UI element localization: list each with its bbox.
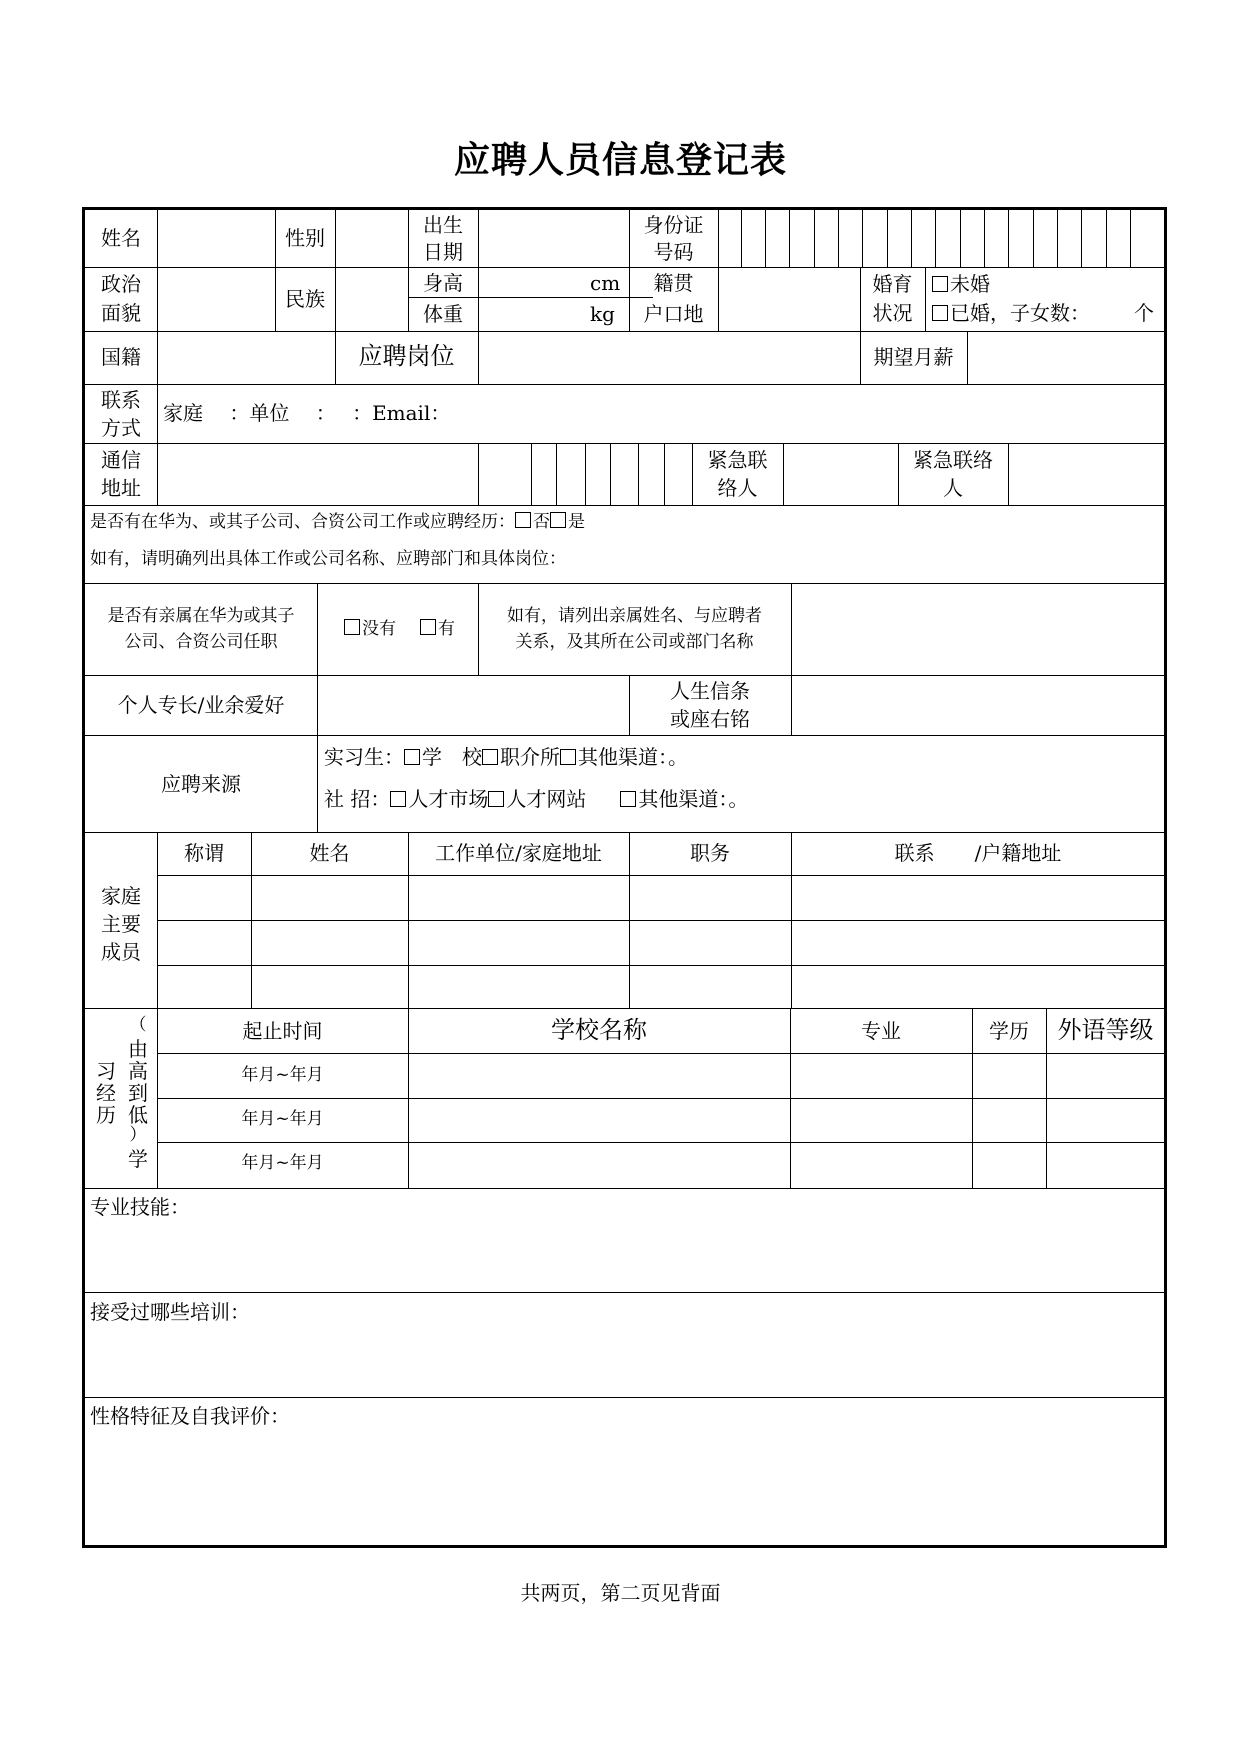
salary-label: 期望月薪 (873, 345, 954, 369)
edu-period-1: 年月~年月 (241, 1065, 324, 1085)
name-label: 姓名 (101, 226, 141, 250)
page-footer: 共两页，第二页见背面 (520, 1581, 721, 1605)
training-label: 接受过哪些培训： (90, 1300, 250, 1324)
birth-label-1: 出生 (423, 213, 463, 237)
motto-label-2: 或座右铭 (670, 707, 750, 731)
children-unit: 个 (1134, 301, 1154, 325)
edu-label-l3: 历 (96, 1103, 116, 1127)
edu-header-period: 起止时间 (242, 1019, 323, 1043)
edu-header-school: 学校名称 (551, 1016, 647, 1044)
family-header-work: 工作单位/家庭地址 (435, 841, 602, 865)
intern-source-row: 实习生： 学 校 职介所 其他渠道：。 (324, 745, 688, 769)
social-other-checkbox[interactable] (620, 791, 636, 807)
family-header-contact: 联系 /户籍地址 (894, 841, 1062, 865)
huawei-yes-checkbox[interactable] (550, 512, 566, 528)
edu-label-r2: 由 (128, 1037, 148, 1061)
intern-other-checkbox[interactable] (560, 749, 576, 765)
relatives-yes-checkbox[interactable] (420, 619, 436, 635)
edu-label-l1: 习 (96, 1059, 116, 1083)
edu-label-l2: 经 (96, 1081, 116, 1105)
family-label-1: 家庭 (101, 884, 141, 908)
edu-header-degree: 学历 (989, 1019, 1029, 1043)
id-label-1: 身份证 (643, 213, 704, 237)
weight-label: 体重 (423, 302, 463, 326)
emergency-contact-label-1: 紧急联 (707, 448, 768, 472)
weight-unit: kg (590, 302, 615, 326)
emergency-contact2-label-1: 紧急联络 (913, 448, 993, 472)
contact-label-1: 联系 (101, 388, 141, 412)
edu-label-r4: 到 (128, 1081, 148, 1105)
position-label: 应聘岗位 (358, 342, 455, 370)
motto-label-1: 人生信条 (670, 679, 750, 703)
page-title: 应聘人员信息登记表 (453, 139, 787, 181)
family-label-2: 主要 (101, 912, 141, 936)
family-header-title: 职务 (690, 841, 730, 865)
married-option[interactable]: 已婚，子女数： (932, 299, 1090, 327)
married-checkbox[interactable] (932, 305, 948, 321)
agency-checkbox[interactable] (482, 749, 498, 765)
birth-label-2: 日期 (423, 240, 463, 264)
relatives-no-checkbox[interactable] (344, 619, 360, 635)
edu-label-r7: 学 (128, 1147, 148, 1171)
huawei-no-checkbox[interactable] (515, 512, 531, 528)
marital-label-1: 婚育 (872, 272, 913, 296)
edu-period-3: 年月~年月 (241, 1153, 324, 1173)
huawei-experience-detail: 如有，请明确列出具体工作或公司名称、应聘部门和具体岗位： (90, 549, 566, 569)
edu-label-r1: （ (129, 1015, 147, 1035)
marital-label-2: 状况 (872, 301, 913, 325)
contact-fields: 家庭 ：单位 ： ：Email： (163, 401, 451, 425)
social-source-row: 社 招： 人才市场 人才网站 其他渠道：。 (324, 787, 749, 811)
hukou-label: 户口地 (643, 302, 704, 326)
edu-label-r5: 低 (128, 1103, 148, 1127)
emergency-contact-label-2: 络人 (717, 476, 758, 500)
height-unit: cm (590, 271, 621, 295)
id-label-2: 号码 (653, 240, 694, 264)
talent-market-checkbox[interactable] (390, 791, 406, 807)
hobby-label: 个人专长/业余爱好 (117, 693, 285, 717)
source-label: 应聘来源 (161, 772, 241, 796)
huawei-experience-question: 是否有在华为、或其子公司、合资公司工作或应聘经历： 否 是 (90, 512, 585, 532)
address-label-1: 通信 (101, 448, 141, 472)
relatives-yes-option[interactable]: 有 (420, 617, 455, 642)
height-label: 身高 (423, 271, 463, 295)
political-label-1: 政治 (101, 272, 141, 296)
skills-label: 专业技能： (90, 1195, 190, 1219)
relatives-question-2: 公司、合资公司任职 (124, 632, 278, 652)
address-label-2: 地址 (101, 476, 141, 500)
relatives-detail-2: 关系，及其所在公司或部门名称 (515, 632, 754, 652)
emergency-contact2-label-2: 人 (943, 476, 963, 500)
relatives-question-1: 是否有亲属在华为或其子 (107, 606, 295, 626)
gender-label: 性别 (285, 226, 325, 250)
talent-website-checkbox[interactable] (488, 791, 504, 807)
edu-period-2: 年月~年月 (241, 1109, 324, 1129)
edu-header-language: 外语等级 (1057, 1016, 1154, 1044)
contact-label-2: 方式 (101, 416, 141, 440)
ethnicity-label: 民族 (285, 287, 325, 311)
edu-label-r6: ） (129, 1125, 147, 1145)
political-label-2: 面貌 (101, 301, 141, 325)
nationality-label: 国籍 (101, 345, 141, 369)
family-label-3: 成员 (101, 940, 141, 964)
registration-form (82, 207, 1167, 1548)
relatives-no-option[interactable]: 没有 (344, 617, 396, 642)
school-checkbox[interactable] (404, 749, 420, 765)
edu-label-r3: 高 (128, 1059, 148, 1083)
relatives-detail-1: 如有，请列出亲属姓名、与应聘者 (507, 606, 762, 626)
unmarried-option[interactable]: 未婚 (932, 270, 990, 298)
family-header-relation: 称谓 (184, 841, 224, 865)
character-label: 性格特征及自我评价： (90, 1404, 290, 1428)
native-place-label: 籍贯 (653, 271, 694, 295)
unmarried-checkbox[interactable] (932, 276, 948, 292)
family-header-name: 姓名 (309, 841, 350, 865)
edu-header-major: 专业 (861, 1019, 901, 1043)
